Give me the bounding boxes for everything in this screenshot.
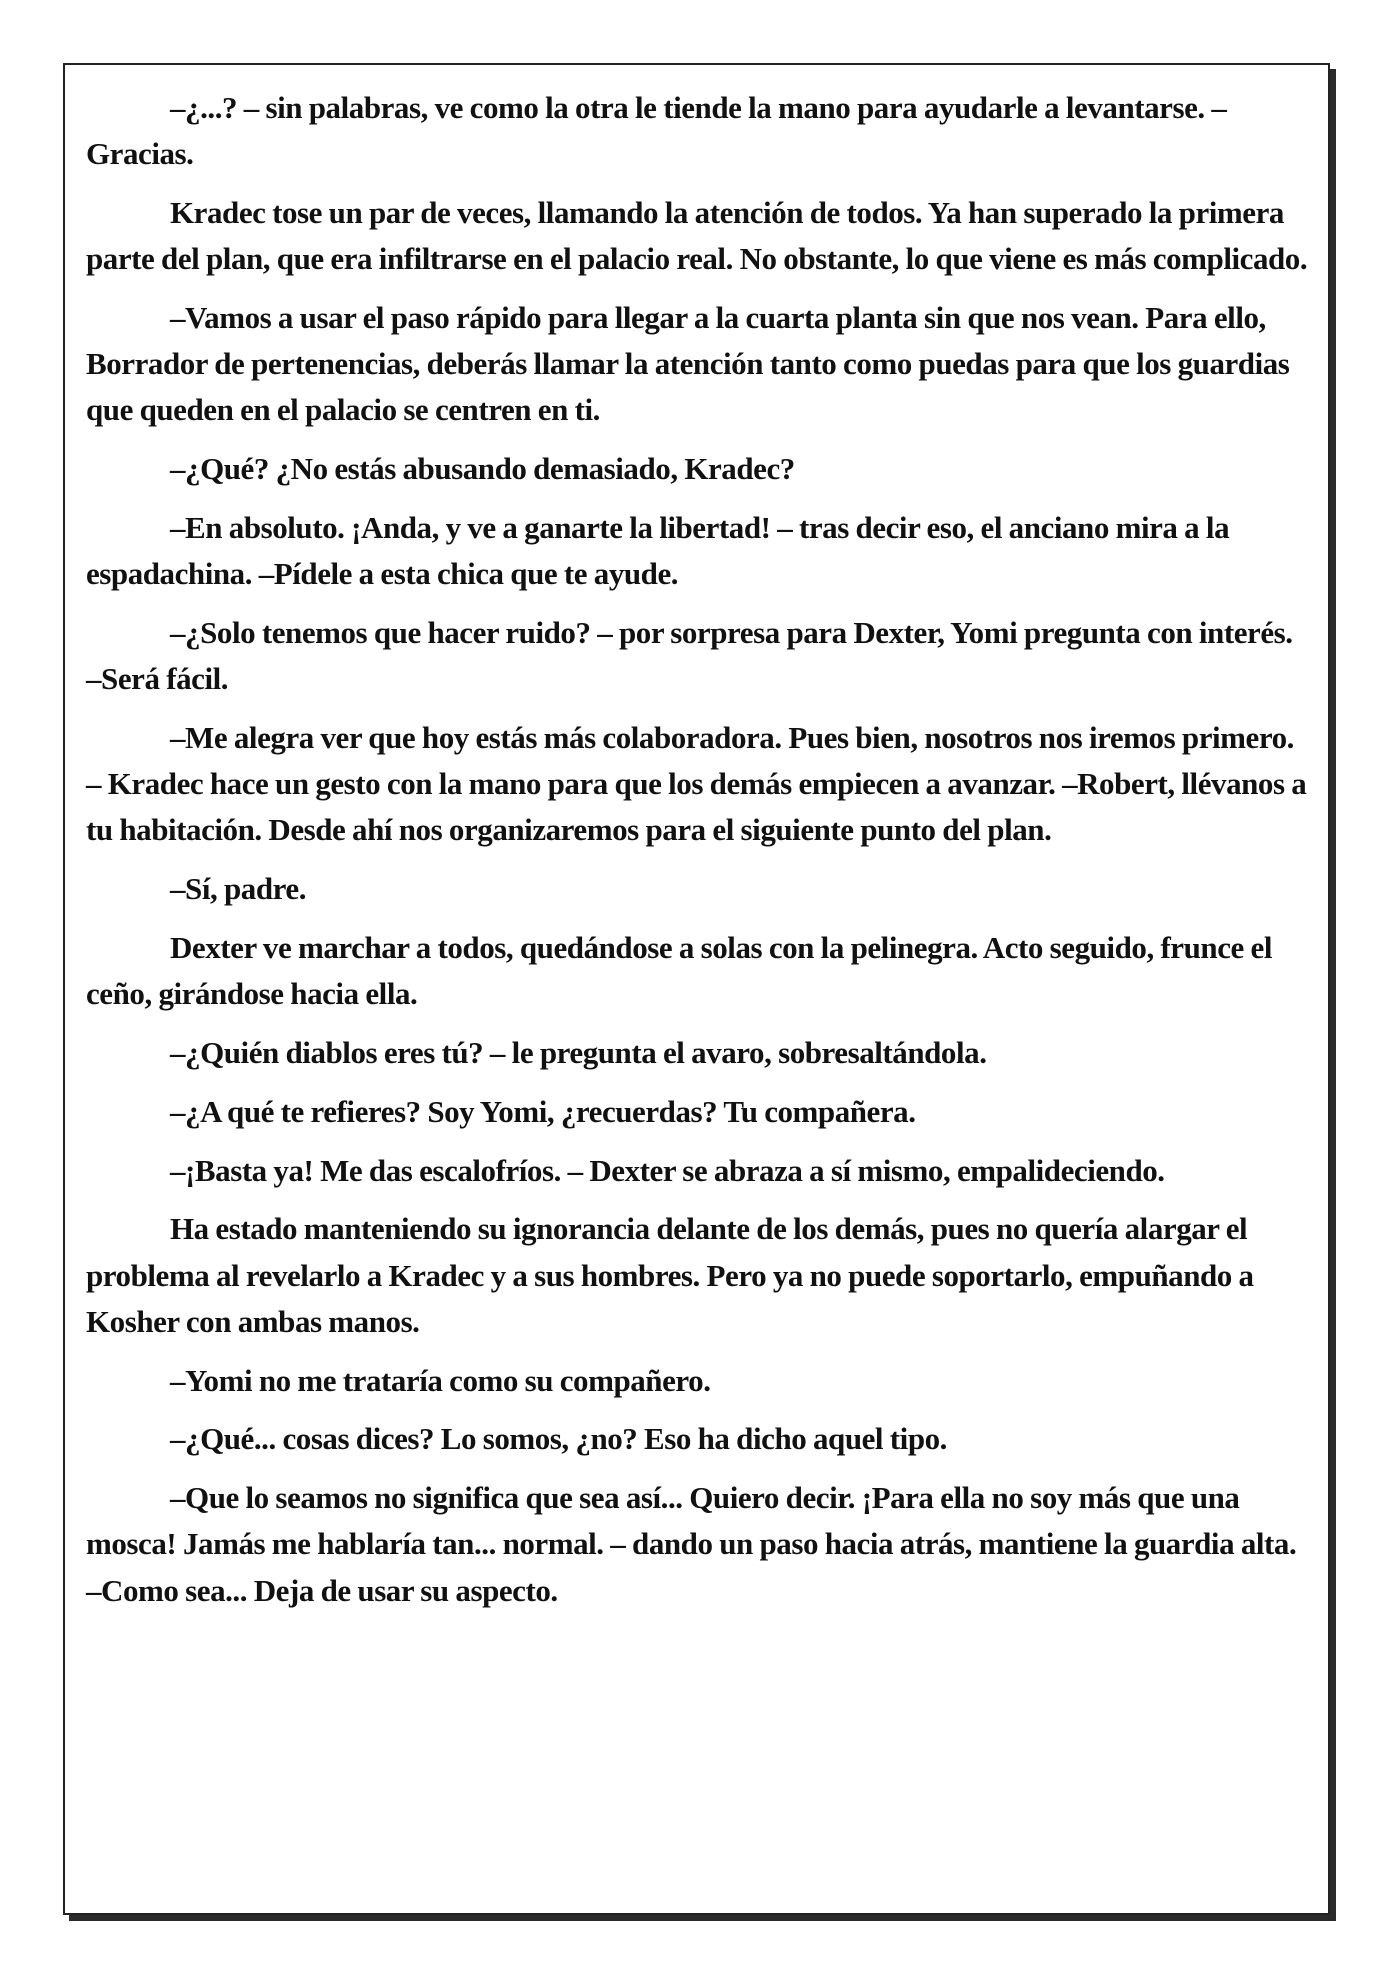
paragraph: –Vamos a usar el paso rápido para llegar a la cuarta planta sin que nos vean. Para ello, Borrador de pertenencias, deberás llamar la atención tanto como puedas para que los guardias que queden en el palacio se centren en ti.	[86, 300, 1290, 428]
paragraph: –¿Qué? ¿No estás abusando demasiado, Kradec?	[170, 451, 795, 487]
paragraph: –¡Basta ya! Me das escalofríos. – Dexter se abraza a sí mismo, empalideciendo.	[170, 1152, 1165, 1188]
paragraph: Kradec tose un par de veces, llamando la atención de todos. Ya han superado la primera parte del plan, que era infiltrarse en el palacio real. No obstante, lo que viene es más complicado.	[86, 195, 1308, 277]
paragraph: –¿A qué te refieres? Soy Yomi, ¿recuerdas? Tu compañera.	[170, 1093, 916, 1129]
paragraph: –¿...? – sin palabras, ve como la otra le tiende la mano para ayudarle a levantarse. –Gracias.	[86, 90, 1227, 172]
paragraph: –Que lo seamos no significa que sea así... Quiero decir. ¡Para ella no soy más que una mosca! Jamás me hablaría tan... normal. – dando un paso hacia atrás, mantiene la guardia alta. –Como sea... Deja de usar su aspecto.	[86, 1480, 1297, 1608]
text-body	[86, 85, 1311, 1626]
paragraph: –Yomi no me trataría como su compañero.	[170, 1362, 711, 1398]
paragraph: Dexter ve marchar a todos, quedándose a solas con la pelinegra. Acto seguido, frunce el ceño, girándose hacia ella.	[86, 930, 1272, 1012]
paragraph: –Sí, padre.	[170, 871, 306, 907]
paragraph: –Me alegra ver que hoy estás más colaboradora. Pues bien, nosotros nos iremos primero. – Kradec hace un gesto con la mano para que los demás empiecen a avanzar. –Robert, llévanos a tu habitación. Desde ahí nos organizaremos para el siguiente punto del plan.	[86, 720, 1307, 848]
paragraph: Ha estado manteniendo su ignorancia delante de los demás, pues no quería alargar el problema al revelarlo a Kradec y a sus hombres. Pero ya no puede soportarlo, empuñando a Kosher con ambas manos.	[86, 1211, 1254, 1339]
paragraph: –¿Solo tenemos que hacer ruido? – por sorpresa para Dexter, Yomi pregunta con interés. –Será fácil.	[86, 615, 1293, 697]
page-frame	[63, 63, 1330, 1915]
paragraph: –¿Qué... cosas dices? Lo somos, ¿no? Eso ha dicho aquel tipo.	[170, 1421, 947, 1457]
paragraph: –En absoluto. ¡Anda, y ve a ganarte la libertad! – tras decir eso, el anciano mira a la espadachina. –Pídele a esta chica que te ayude.	[86, 510, 1230, 592]
paragraph: –¿Quién diablos eres tú? – le pregunta el avaro, sobresaltándola.	[170, 1035, 987, 1070]
